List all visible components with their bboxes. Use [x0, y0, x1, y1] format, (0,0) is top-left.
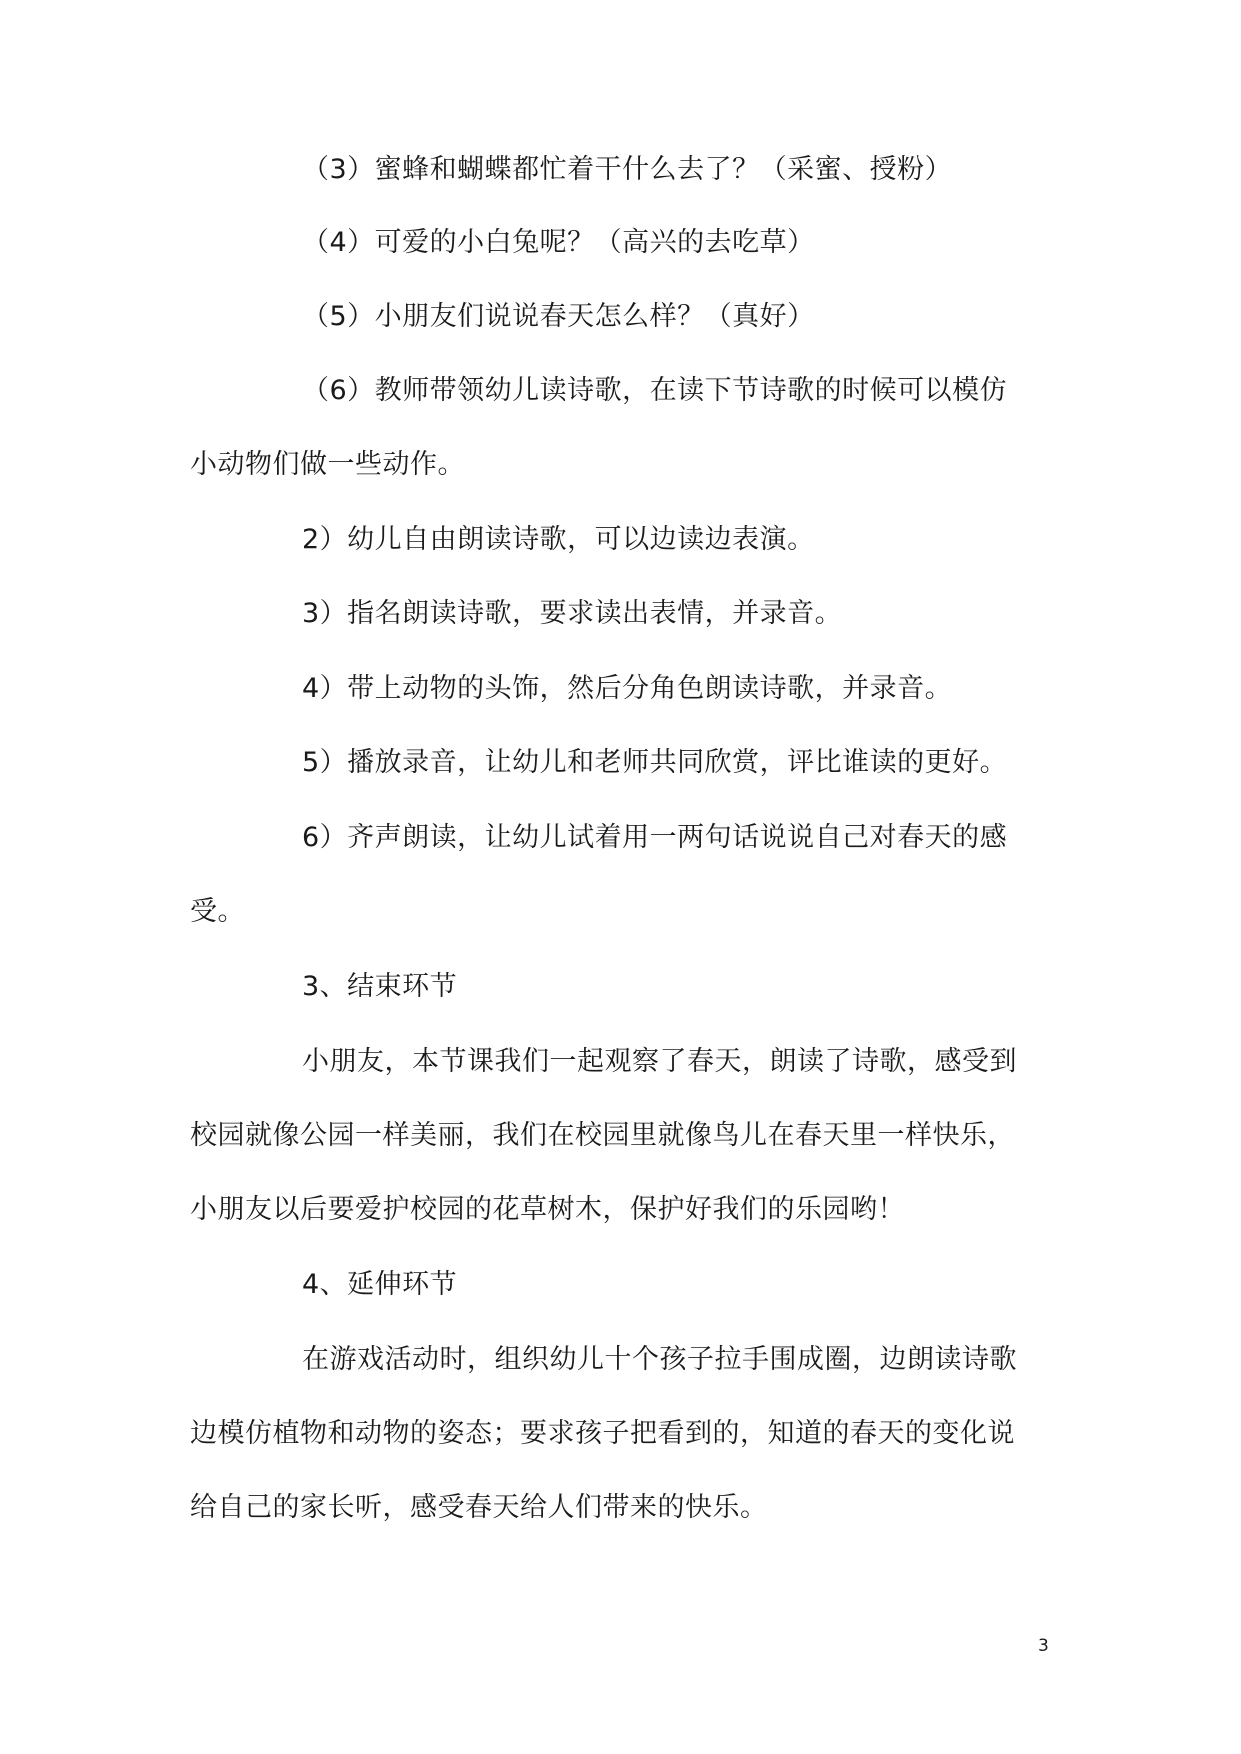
paragraph-line: 4）带上动物的头饰，然后分角色朗读诗歌，并录音。: [302, 673, 953, 704]
paragraph-line: （3）蜜蜂和蝴蝶都忙着干什么去了？（采蜜、授粉）: [302, 154, 953, 185]
paragraph-line: 受。: [190, 896, 245, 927]
paragraph-line: 给自己的家长听，感受春天给人们带来的快乐。: [190, 1492, 768, 1523]
paragraph-line: （4）可爱的小白兔呢？（高兴的去吃草）: [302, 227, 815, 258]
paragraph-line: 6）齐声朗读，让幼儿试着用一两句话说说自己对春天的感: [302, 822, 1008, 853]
paragraph-line: 在游戏活动时，组织幼儿十个孩子拉手围成圈，边朗读诗歌: [302, 1344, 1017, 1375]
paragraph-line: 校园就像公园一样美丽，我们在校园里就像鸟儿在春天里一样快乐，: [190, 1120, 1015, 1151]
paragraph-line: 小朋友以后要爱护校园的花草树木，保护好我们的乐园哟！: [190, 1194, 905, 1225]
paragraph-line: 小朋友，本节课我们一起观察了春天，朗读了诗歌，感受到: [302, 1046, 1017, 1077]
paragraph-line: 3）指名朗读诗歌，要求读出表情，并录音。: [302, 598, 843, 629]
section-heading: 4、延伸环节: [302, 1269, 458, 1300]
paragraph-line: 边模仿植物和动物的姿态；要求孩子把看到的，知道的春天的变化说: [190, 1418, 1015, 1449]
paragraph-line: 2）幼儿自由朗读诗歌，可以边读边表演。: [302, 524, 815, 555]
page-number: 3: [1038, 1636, 1049, 1656]
paragraph-line: 小动物们做一些动作。: [190, 449, 465, 480]
paragraph-line: 5）播放录音，让幼儿和老师共同欣赏，评比谁读的更好。: [302, 747, 1008, 778]
paragraph-line: （5）小朋友们说说春天怎么样？（真好）: [302, 301, 815, 332]
section-heading: 3、结束环节: [302, 971, 458, 1002]
paragraph-line: （6）教师带领幼儿读诗歌，在读下节诗歌的时候可以模仿: [302, 375, 1008, 406]
